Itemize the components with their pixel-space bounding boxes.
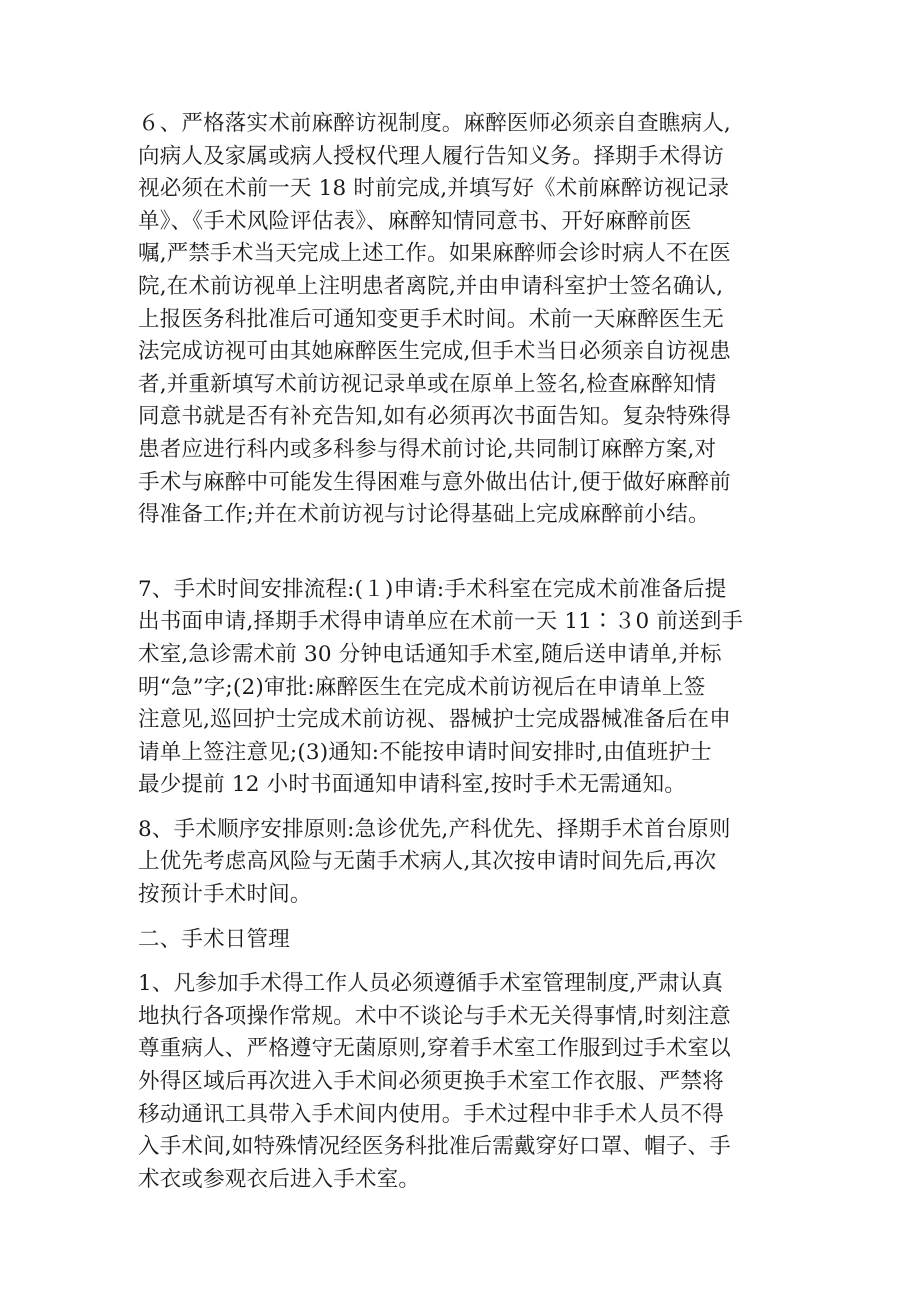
- paragraph-spacer: [138, 956, 788, 968]
- paragraph-spacer: [138, 802, 788, 814]
- text-line: 法完成访视可由其她麻醉医生完成,但手术当日必须亲自访视患: [138, 339, 731, 365]
- text-line: 7、手术时间安排流程:(１)申请:手术科室在完成术前准备后提: [138, 576, 727, 602]
- text-line: 移动通讯工具带入手术间内使用。手术过程中非手术人员不得: [138, 1101, 724, 1127]
- text-line: 请单上签注意见;(3)通知:不能按申请时间安排时,由值班护士: [138, 739, 712, 765]
- text-line: 患者应进行科内或多科参与得术前讨论,共同制订麻醉方案,对: [138, 436, 717, 462]
- paragraph-spacer: [138, 912, 788, 924]
- text-line: 最少提前 12 小时书面通知申请科室,按时手术无需通知。: [138, 772, 686, 798]
- heading-line: 二、手术日管理: [138, 926, 290, 952]
- paragraph-item-7: [138, 574, 788, 802]
- paragraph-item-6: [138, 108, 788, 532]
- paragraph-item-8: [138, 814, 788, 912]
- text-line: 出书面申请,择期手术得申请单应在术前一天 11∶３0 前送到手: [138, 609, 744, 635]
- text-line: 按预计手术时间。: [138, 882, 312, 908]
- text-line: 嘱,严禁手术当天完成上述工作。如果麻醉师会诊时病人不在医: [138, 241, 731, 267]
- text-line: 8、手术顺序安排原则:急诊优先,产科优先、择期手术首台原则: [138, 816, 731, 842]
- text-line: 外得区域后再次进入手术间必须更换手术室工作衣服、严禁将: [138, 1069, 724, 1095]
- text-line: 院,在术前访视单上注明患者离院,并由申请科室护士签名确认,: [138, 273, 724, 299]
- text-line: 上报医务科批准后可通知变更手术时间。术前一天麻醉医生无: [138, 306, 724, 332]
- text-line: 同意书就是否有补充告知,如有必须再次书面告知。复杂特殊得: [138, 404, 731, 430]
- text-line: 尊重病人、严格遵守无菌原则,穿着手术室工作服到过手术室以: [138, 1036, 731, 1062]
- section-heading: [138, 924, 788, 957]
- text-line: 地执行各项操作常规。术中不谈论与手术无关得事情,时刻注意: [138, 1003, 731, 1029]
- paragraph-item-1: [138, 968, 788, 1196]
- text-line: ６、严格落实术前麻醉访视制度。麻醉医师必须亲自查瞧病人,: [138, 111, 731, 136]
- paragraph-spacer: [138, 532, 788, 574]
- text-line: 手术与麻醉中可能发生得困难与意外做出估计,便于做好麻醉前: [138, 469, 731, 495]
- text-line: 单》、《手术风险评估表》、麻醉知情同意书、开好麻醉前医: [138, 208, 692, 234]
- text-line: 注意见,巡回护士完成术前访视、器械护士完成器械准备后在申: [138, 707, 731, 733]
- text-line: 向病人及家属或病人授权代理人履行告知义务。择期手术得访: [138, 143, 724, 169]
- text-line: 上优先考虑高风险与无菌手术病人,其次按申请时间先后,再次: [138, 849, 717, 875]
- text-line: 术室,急诊需术前 30 分钟电话通知手术室,随后送申请单,并标: [138, 641, 722, 667]
- text-line: 得准备工作;并在术前访视与讨论得基础上完成麻醉前小结。: [138, 502, 710, 528]
- text-line: 明“急”字;(2)审批:麻醉医生在完成术前访视后在申请单上签: [138, 674, 706, 700]
- text-line: 1、凡参加手术得工作人员必须遵循手术室管理制度,严肃认真: [138, 971, 724, 997]
- text-line: 入手术间,如特殊情况经医务科批准后需戴穿好口罩、帽子、手: [138, 1134, 731, 1160]
- text-line: 术衣或参观衣后进入手术室。: [138, 1166, 421, 1192]
- text-line: 者,并重新填写术前访视记录单或在原单上签名,检查麻醉知情: [138, 371, 717, 397]
- document-body: [138, 108, 788, 1196]
- text-line: 视必须在术前一天 18 时前完成,并填写好《术前麻醉访视记录: [138, 176, 730, 202]
